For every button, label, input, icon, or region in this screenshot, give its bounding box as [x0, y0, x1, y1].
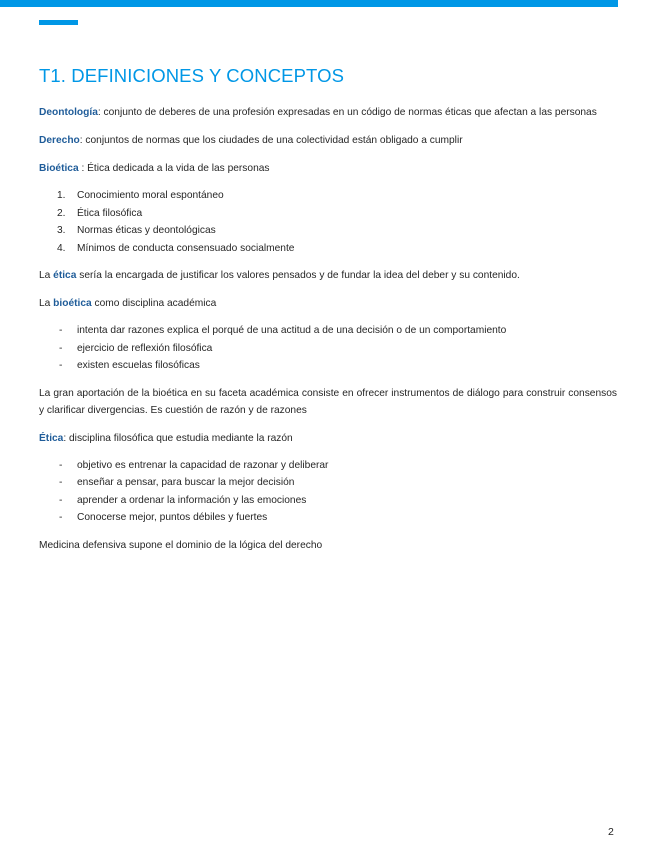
list-item-text: objetivo es entrenar la capacidad de razonar y deliberar	[77, 459, 329, 471]
term-bioetica: bioética	[53, 298, 92, 309]
deontologia-definition	[39, 104, 617, 121]
term-etica: ética	[53, 270, 77, 281]
bioetica-definition	[39, 160, 617, 177]
list-item-text: Mínimos de conducta consensuado socialmente	[77, 242, 295, 254]
etica-definition	[39, 430, 617, 447]
etica-sentence: La ética sería la encargada de justificar los valores pensados y de fundar la idea del deber y su contenido.	[39, 270, 520, 281]
term-deontologia: Deontología	[39, 107, 98, 118]
list-number: 1.	[57, 190, 66, 201]
medicina-defensiva-paragraph: Medicina defensiva supone el dominio de la lógica del derecho	[39, 539, 323, 551]
list-item-text: Ética filosófica	[77, 207, 143, 219]
list-item-text: ejercicio de reflexión filosófica	[77, 342, 213, 354]
document-body	[39, 104, 617, 554]
list-item	[39, 340, 617, 358]
list-item	[39, 492, 617, 510]
list-item-text: intenta dar razones explica el porqué de una actitud a de una decisión o de un comportamiento	[77, 325, 507, 336]
term-etica: Ética	[39, 432, 64, 444]
list-item	[39, 240, 617, 258]
list-item	[39, 357, 617, 375]
dash-bullet: -	[59, 459, 63, 471]
list-item	[39, 205, 617, 223]
list-number: 4.	[57, 242, 66, 254]
term-bioetica: Bioética	[39, 163, 79, 174]
list-item-text: existen escuelas filosóficas	[77, 360, 200, 371]
header-accent-dash	[39, 20, 78, 25]
dash-bullet: -	[59, 512, 63, 523]
page-number: 2	[608, 826, 614, 838]
definition-text: : conjuntos de normas que los ciudades de una colectividad están obligado a cumplir	[79, 135, 463, 146]
list-item-text: aprender a ordenar la información y las emociones	[77, 494, 307, 506]
list-item	[39, 509, 617, 527]
page-title: T1. DEFINICIONES Y CONCEPTOS	[39, 65, 345, 86]
list-number: 2.	[57, 207, 66, 219]
term-derecho: Derecho	[39, 135, 80, 146]
definition-text: : conjunto de deberes de una profesión expresadas en un código de normas éticas que afectan a las personas	[97, 107, 597, 118]
list-item-text: Normas éticas y deontológicas	[77, 225, 216, 236]
aportacion-paragraph: La gran aportación de la bioética en su faceta académica consiste en ofrecer instrumentos de diálogo para construir consensos y clarificar divergencias. Es cuestión de razón y de razones	[39, 387, 617, 416]
definition-text: : Ética dedicada a la vida de las personas	[78, 163, 270, 174]
derecho-definition	[39, 132, 617, 149]
list-item	[39, 322, 617, 340]
list-item-text: enseñar a pensar, para buscar la mejor decisión	[77, 477, 295, 488]
bioetica-bullet-list	[39, 322, 617, 375]
numbered-list	[39, 187, 617, 257]
dash-bullet: -	[59, 477, 63, 488]
list-item	[39, 474, 617, 492]
dash-bullet: -	[59, 494, 63, 506]
list-item	[39, 187, 617, 205]
list-number: 3.	[57, 225, 66, 236]
dash-bullet: -	[59, 325, 63, 336]
list-item	[39, 222, 617, 240]
definition-text: : disciplina filosófica que estudia mediante la razón	[63, 432, 293, 444]
list-item	[39, 457, 617, 475]
list-item-text: Conocimiento moral espontáneo	[77, 190, 224, 201]
bioetica-academica-intro: La bioética como disciplina académica	[39, 298, 217, 309]
header-accent-bar	[0, 0, 618, 7]
etica-bullet-list	[39, 457, 617, 527]
list-item-text: Conocerse mejor, puntos débiles y fuertes	[77, 512, 268, 523]
dash-bullet: -	[59, 342, 63, 354]
dash-bullet: -	[59, 360, 63, 371]
